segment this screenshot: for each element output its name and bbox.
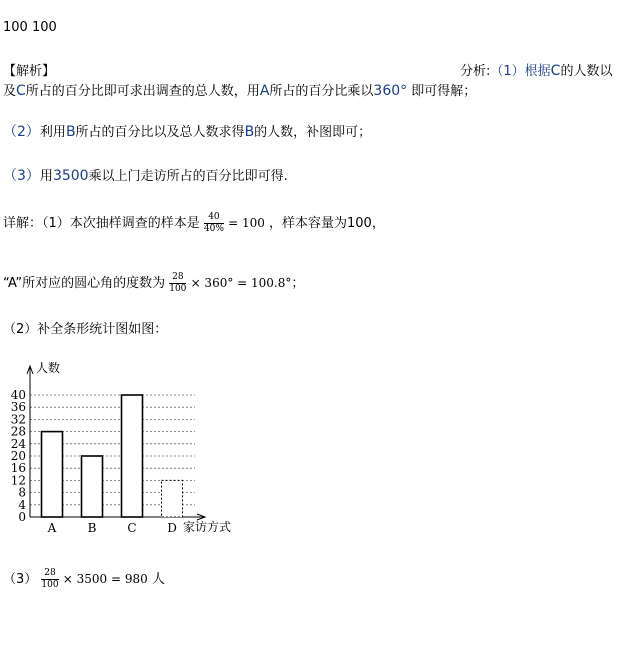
fraction-part3	[41, 568, 58, 591]
analysis-line1	[460, 60, 612, 79]
eq2: × 360° = 100.8°	[190, 276, 292, 290]
line2-b: 所占的百分比即可求出调查的总人数，用	[25, 84, 260, 99]
y-tick-label: 40	[10, 388, 26, 402]
analysis-part2	[3, 121, 371, 141]
c-letter: C	[550, 63, 561, 79]
p2-b: 所占的百分比以及总人数求得	[75, 125, 245, 140]
p2-a: 利用	[39, 125, 66, 140]
bar-B	[82, 456, 103, 517]
y-tick-label: 8	[18, 485, 26, 500]
line2-end: 即可得解；	[411, 84, 477, 99]
y-tick-label: 28	[10, 424, 26, 439]
detail-label: 详解：（1）本次抽样调查的样本是	[3, 216, 200, 231]
fraction-sample	[204, 212, 224, 235]
p3-a: 用	[39, 169, 53, 184]
analysis-part3	[3, 165, 288, 185]
line2-360: 360°	[373, 83, 408, 99]
x-tick-label: C	[127, 521, 137, 535]
detail-part3	[3, 568, 165, 591]
p2-c: 的人数，补图即可；	[254, 125, 372, 140]
p3-3500: 3500	[52, 168, 89, 184]
x-tick-label: A	[47, 521, 57, 535]
y-tick-label: 20	[10, 449, 26, 463]
analysis-tag: 【解析】	[3, 64, 56, 79]
eq1: = 100	[228, 216, 265, 230]
y-tick-label: 32	[10, 412, 26, 427]
line2-c2: 所占的百分比乘以	[269, 84, 374, 99]
p3-b: 乘以上门走访所占的百分比即可得.	[88, 169, 288, 184]
y-tick-label: 24	[10, 436, 26, 451]
analysis-part1-prefix: （1）根据	[490, 64, 551, 79]
y-tick-label: 4	[18, 497, 26, 512]
p2-num: （2）	[3, 124, 40, 140]
analysis-line2	[3, 80, 476, 99]
p3-unit: 人	[151, 572, 165, 587]
analysis-lead: 分析:	[460, 64, 491, 79]
bar-C	[122, 395, 143, 517]
frac1-bot: 40%	[203, 224, 224, 234]
x-tick-label: B	[87, 521, 97, 535]
eq3: × 3500 = 980	[62, 572, 148, 586]
line2-c: C	[16, 83, 26, 99]
detail-part2: （2）补全条形统计图如图：	[3, 322, 168, 337]
frac2-top: 28	[169, 272, 186, 284]
x-tick-label: D	[167, 521, 177, 535]
bar-A	[42, 432, 63, 517]
p3-pre: （3）	[3, 572, 38, 587]
frac1-top: 40	[204, 212, 224, 224]
angle-end: ；	[291, 276, 305, 291]
y-tick-label: 0	[18, 510, 26, 524]
detail-line1	[3, 212, 385, 235]
analysis-part1-tail: 的人数以	[560, 64, 613, 79]
frac2-bot: 100	[169, 284, 187, 294]
p2-B: B	[65, 124, 76, 140]
fraction-angle	[169, 272, 186, 295]
p2-B2: B	[244, 124, 255, 140]
line2-a: 及	[3, 84, 17, 99]
x-axis-label: 家访方式	[183, 520, 232, 534]
bar-chart	[0, 350, 260, 545]
y-tick-label: 16	[10, 461, 26, 476]
frac3-bot: 100	[41, 580, 59, 590]
detail-angle-line	[3, 272, 304, 295]
frac3-top: 28	[41, 568, 58, 580]
y-tick-label: 36	[10, 400, 26, 415]
answer-line: 100 100	[3, 20, 57, 35]
y-tick-label: 12	[10, 473, 26, 488]
detail-tail1: ，样本容量为100，	[269, 216, 385, 231]
y-axis-label: 人数	[36, 361, 61, 375]
bar-D	[162, 480, 183, 517]
p3-num: （3）	[3, 168, 40, 184]
line2-A: A	[259, 83, 270, 99]
angle-pre: “A”所对应的圆心角的度数为	[3, 276, 166, 291]
